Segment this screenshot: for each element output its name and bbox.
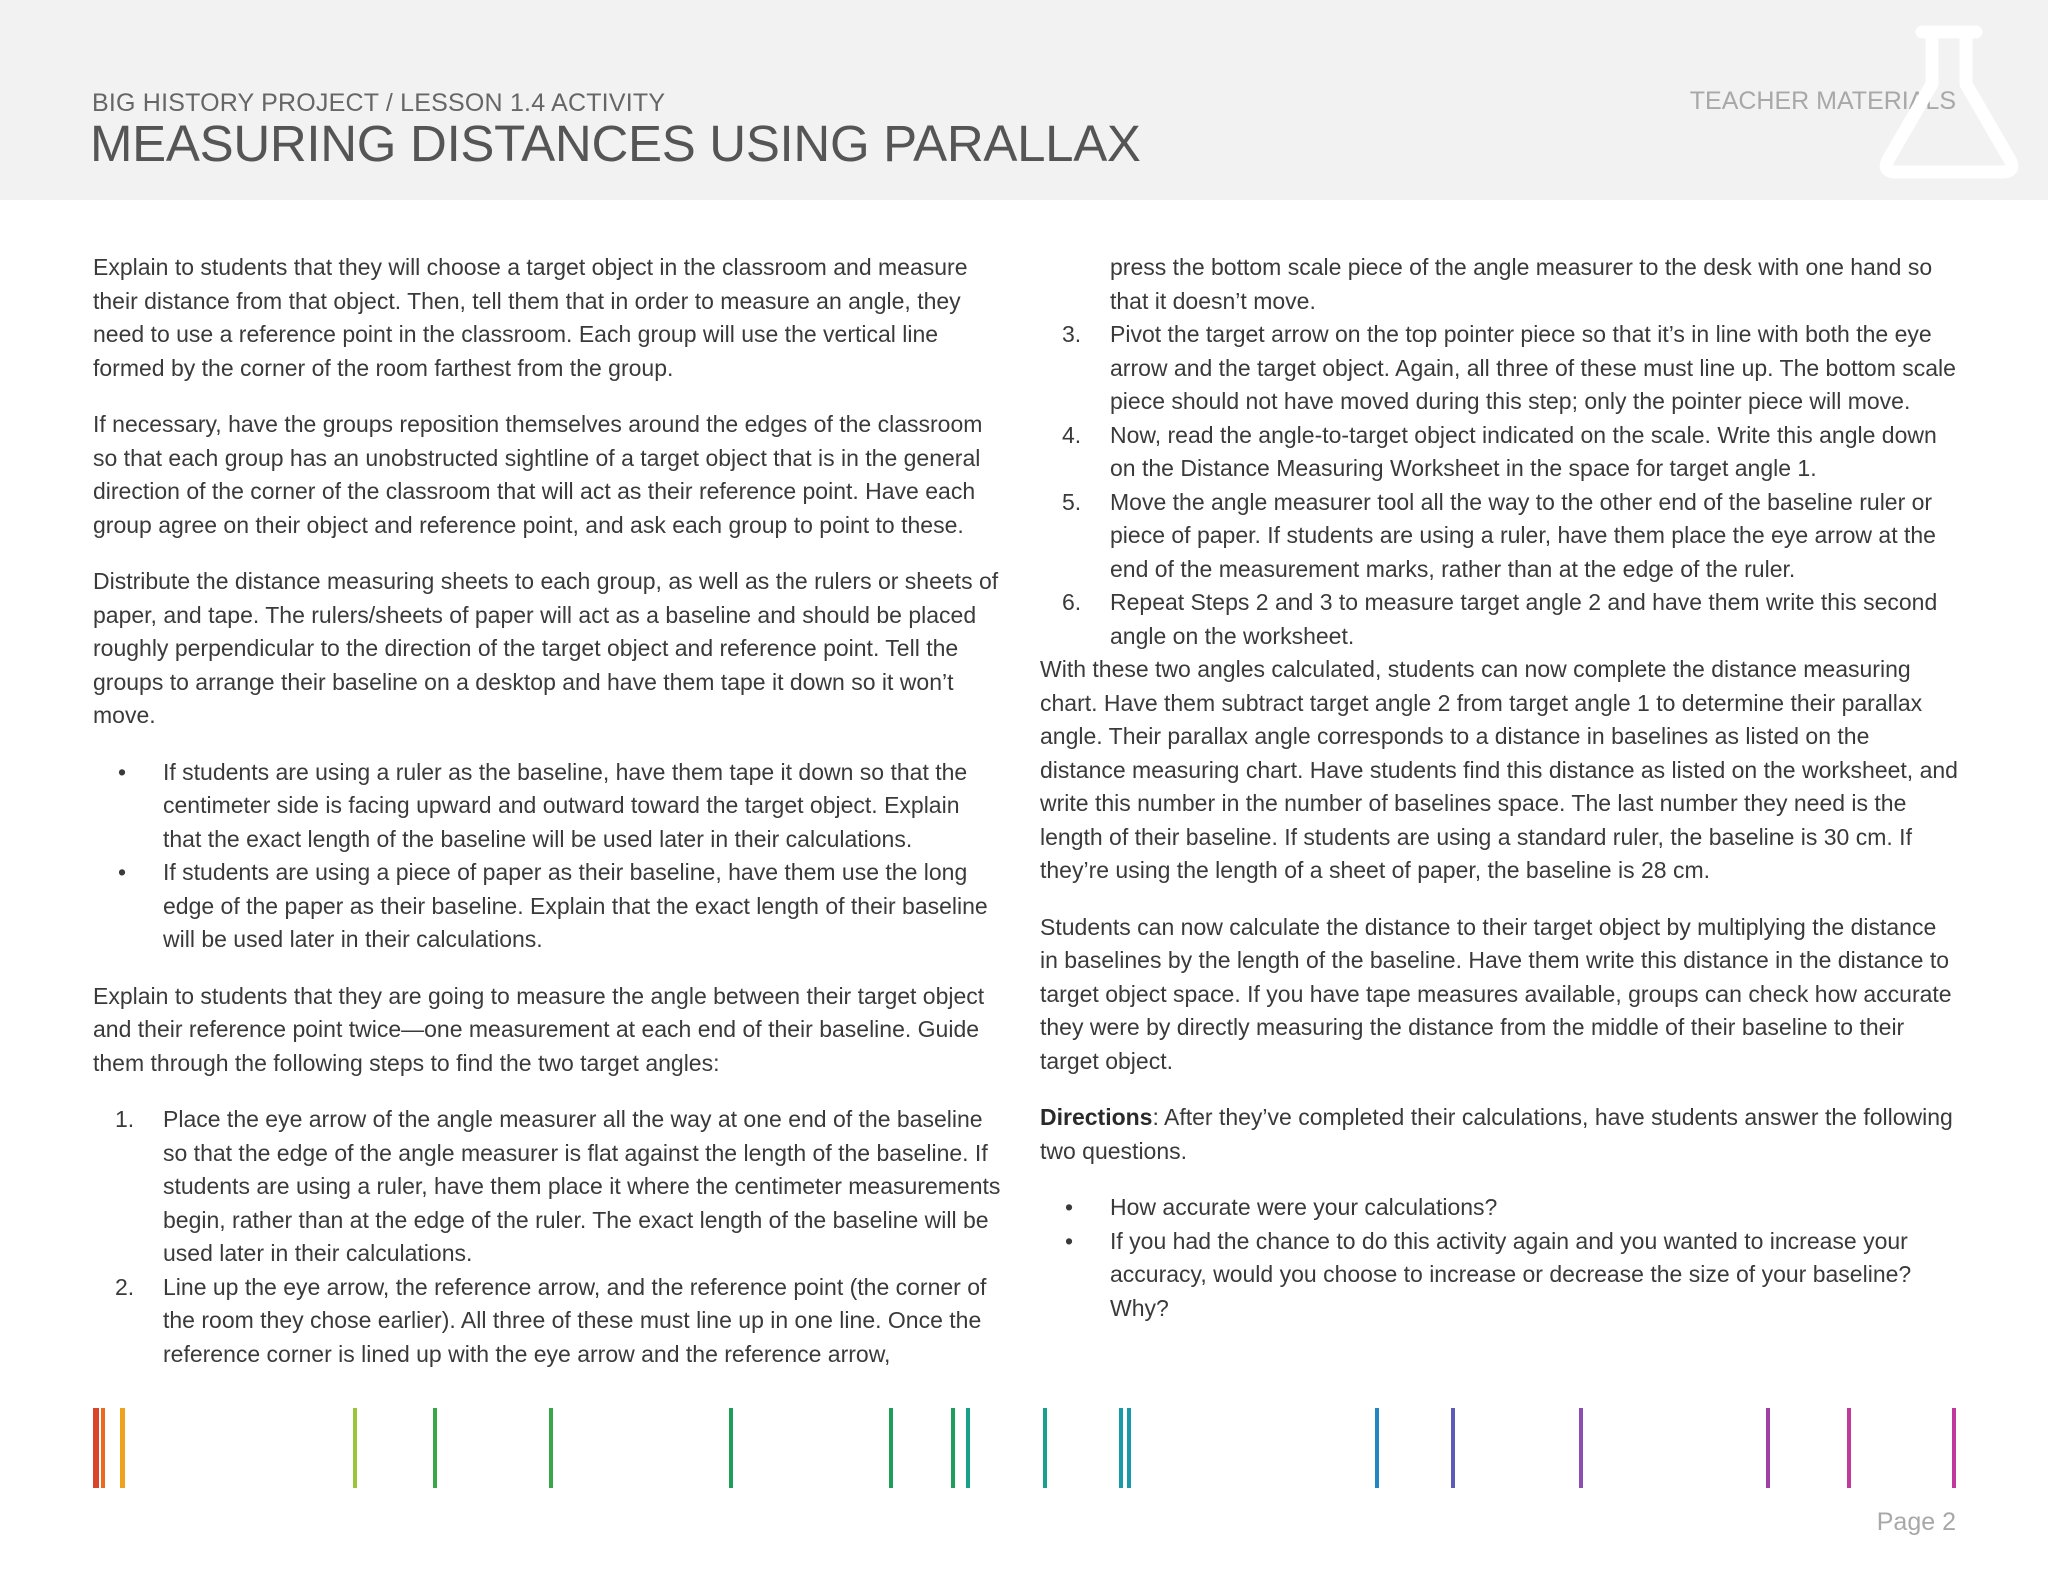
step-number: 3.	[1062, 321, 1082, 347]
directions-label: Directions	[1040, 1104, 1153, 1130]
timeline-tick	[1952, 1408, 1956, 1488]
step-number: 5.	[1062, 488, 1082, 515]
right-column	[1040, 251, 1960, 1348]
list-item	[93, 1103, 1003, 1271]
timeline-tick	[120, 1408, 125, 1488]
steps-list-continued	[1040, 318, 1960, 653]
list-item	[1040, 419, 1960, 486]
timeline-tick	[93, 1408, 99, 1488]
list-item	[93, 1271, 1003, 1372]
timeline-tick	[951, 1408, 955, 1488]
step-number: 4.	[1062, 421, 1082, 448]
step-text: Place the eye arrow of the angle measurer all the way at one end of the baseline so that the edge of the angle measurer is flat against the length of the baseline. If students are using a ruler, have them place it where the centimeter measurements begin, rather than at the edge of the ruler. The exact length of the baseline will be used later in their calculations.	[163, 1106, 1001, 1266]
list-item	[93, 856, 1003, 957]
list-item	[1040, 486, 1960, 587]
timeline-tick	[889, 1408, 893, 1488]
timeline-tick	[1766, 1408, 1770, 1488]
directions-text: : After they’ve completed their calculations, have students answer the following two questions.	[1040, 1104, 1953, 1164]
step-continuation: press the bottom scale piece of the angle measurer to the desk with one hand so that it doesn’t move.	[1110, 254, 1933, 314]
list-item	[93, 756, 1003, 857]
timeline-tick	[549, 1408, 553, 1488]
intro-paragraph: Explain to students that they will choose a target object in the classroom and measure their distance from that object. Then, tell them that in order to measure an angle, they need to use a reference point in the classroom. Each group will use the vertical line formed by the corner of the room farthest from the group.	[93, 254, 968, 381]
step-text: Repeat Steps 2 and 3 to measure target angle 2 and have them write this second angle on the worksheet.	[1110, 589, 1938, 649]
list-item	[1040, 318, 1960, 419]
angle-paragraph: Explain to students that they are going to measure the angle between their target object and their reference point twice—one measurement at each end of their baseline. Guide them through the following steps to find the two target angles:	[93, 982, 985, 1076]
bullet-icon: •	[118, 758, 127, 785]
questions-list	[1040, 1191, 1960, 1325]
bullet-icon: •	[118, 859, 127, 885]
bullet-icon: •	[1065, 1194, 1074, 1220]
distribute-paragraph: Distribute the distance measuring sheets to each group, as well as the rulers or sheets of paper, and tape. The rulers/sheets of paper will act as a baseline and should be placed roughly perpendicular to the direction of the target object and reference point. Tell the groups to arrange their baseline on a desktop and have them tape it down so it won’t move.	[93, 568, 999, 728]
timeline-tick	[1375, 1408, 1379, 1488]
step-text: Pivot the target arrow on the top pointer piece so that it’s in line with both the eye arrow and the target object. Again, all three of these must line up. The bottom scale piece should not have moved during this step; only the pointer piece will move.	[1110, 321, 1956, 414]
step-text: Line up the eye arrow, the reference arrow, and the reference point (the corner of the room they chose earlier). All three of these must line up in one line. Once the reference corner is lined up with the eye arrow and the reference arrow,	[163, 1273, 987, 1367]
reposition-paragraph: If necessary, have the groups reposition themselves around the edges of the classroom so that each group has an unobstructed sightline of a target object that is in the general direction of the corner of the classroom that will act as their reference point. Have each group agree on their object and reference point, and ask each group to point to these.	[93, 411, 983, 538]
directions-paragraph	[1040, 1101, 1960, 1168]
steps-list	[93, 1103, 1003, 1371]
section-label: TEACHER MATERIALS	[1689, 87, 1956, 115]
parallax-paragraph: With these two angles calculated, students can now complete the distance measuring chart. Have them subtract target angle 2 from target angle 1 to determine their parallax angle. Their parallax angle corresponds to a distance in baselines as listed on the distance measuring chart. Have students find this distance as listed on the worksheet, and write this number in the number of baselines space. The last number they need is the length of their baseline. If students are using a standard ruler, the baseline is 30 cm. If they’re using the length of a sheet of paper, the baseline is 28 cm.	[1040, 656, 1958, 883]
step-number: 1.	[115, 1106, 135, 1132]
timeline-tick	[1579, 1408, 1583, 1488]
page-title: MEASURING DISTANCES USING PARALLAX	[90, 115, 1141, 172]
question-text: If you had the chance to do this activity again and you wanted to increase your accuracy, would you choose to increase or decrease the size of your baseline? Why?	[1110, 1227, 1912, 1321]
timeline-tick	[1127, 1408, 1131, 1488]
timeline-tick	[1043, 1408, 1047, 1488]
header-band	[0, 0, 2048, 200]
list-item	[1040, 1225, 1960, 1326]
timeline-tick	[101, 1408, 105, 1488]
bullet-text: If students are using a piece of paper as their baseline, have them use the long edge of the paper as their baseline. Explain that the exact length of their baseline will be used later in their calculations.	[163, 859, 988, 952]
page-number: Page 2	[1876, 1508, 1956, 1536]
step-number: 2.	[115, 1273, 135, 1300]
flask-icon	[1874, 22, 2024, 182]
step-number: 6.	[1062, 589, 1082, 615]
baseline-bullet-list	[93, 756, 1003, 957]
bullet-text: If students are using a ruler as the baseline, have them tape it down so that the centimeter side is facing upward and outward toward the target object. Explain that the exact length of the baseline will be used later in their calculations.	[163, 758, 968, 852]
step-text: Move the angle measurer tool all the way to the other end of the baseline ruler or piece of paper. If students are using a ruler, have them place the eye arrow at the end of the measurement marks, rather than at the edge of the ruler.	[1110, 488, 1936, 582]
timeline-tick	[1451, 1408, 1455, 1488]
timeline-stripes	[0, 1408, 2048, 1490]
timeline-tick	[353, 1408, 357, 1488]
timeline-tick	[966, 1408, 970, 1488]
timeline-tick	[1119, 1408, 1123, 1488]
timeline-tick	[729, 1408, 733, 1488]
timeline-tick	[1847, 1408, 1851, 1488]
question-text: How accurate were your calculations?	[1110, 1194, 1498, 1220]
timeline-tick	[433, 1408, 437, 1488]
list-item	[1040, 586, 1960, 653]
list-item	[1040, 1191, 1960, 1225]
step-text: Now, read the angle-to-target object indicated on the scale. Write this angle down on the Distance Measuring Worksheet in the space for target angle 1.	[1110, 421, 1937, 481]
calculate-paragraph: Students can now calculate the distance to their target object by multiplying the distance in baselines by the length of the baseline. Have them write this distance in the distance to target object space. If you have tape measures available, groups can check how accurate they were by directly measuring the distance from the middle of their baseline to their target object.	[1040, 913, 1952, 1074]
left-column	[93, 251, 1003, 1394]
lesson-kicker: BIG HISTORY PROJECT / LESSON 1.4 ACTIVITY	[92, 89, 666, 117]
bullet-icon: •	[1065, 1227, 1074, 1254]
